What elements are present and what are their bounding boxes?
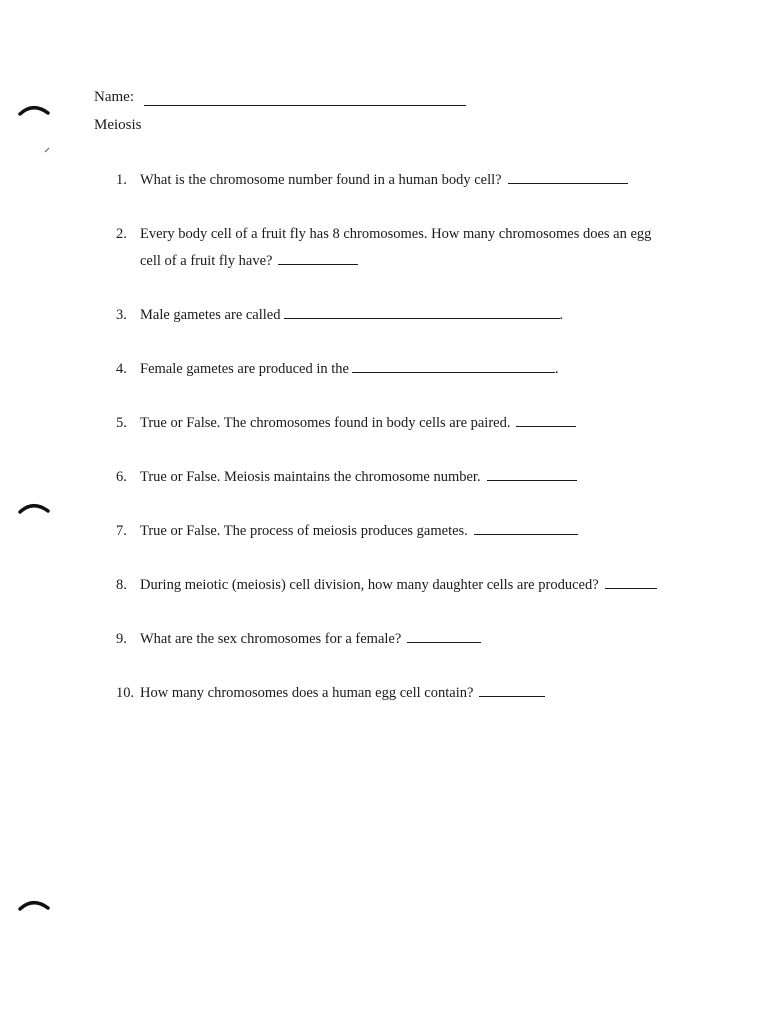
answer-blank[interactable] <box>516 414 576 427</box>
question-text: True or False. The chromosomes found in body cells are paired. <box>140 415 511 431</box>
pencil-tick-mark <box>44 140 50 146</box>
question-number: 3. <box>116 307 127 323</box>
question-7 <box>116 518 578 545</box>
question-text: What are the sex chromosomes for a female? <box>140 631 402 647</box>
binder-hole-mark-bottom <box>18 897 50 911</box>
binder-hole-mark-middle <box>18 500 50 514</box>
answer-blank[interactable] <box>508 171 628 184</box>
answer-blank[interactable] <box>284 306 560 319</box>
answer-blank[interactable] <box>487 468 577 481</box>
question-text: Male gametes are called <box>140 307 281 323</box>
question-3 <box>116 302 563 329</box>
question-text: Every body cell of a fruit fly has 8 chromosomes. How many chromosomes does an egg <box>140 226 652 242</box>
question-10 <box>116 680 545 707</box>
answer-blank[interactable] <box>352 360 555 373</box>
question-suffix: . <box>554 361 559 377</box>
answer-blank[interactable] <box>479 684 545 697</box>
name-field-row <box>94 89 466 106</box>
question-number: 10. <box>116 685 135 701</box>
question-number: 4. <box>116 361 127 377</box>
question-number: 6. <box>116 469 127 485</box>
question-5 <box>116 410 576 437</box>
question-8 <box>116 572 657 599</box>
question-1 <box>116 167 628 194</box>
question-text-continued: cell of a fruit fly have? <box>140 253 273 269</box>
question-number: 5. <box>116 415 127 431</box>
question-9 <box>116 626 481 653</box>
question-number: 2. <box>116 226 127 242</box>
question-number: 7. <box>116 523 127 539</box>
question-text: True or False. Meiosis maintains the chromosome number. <box>140 469 481 485</box>
question-text: What is the chromosome number found in a human body cell? <box>140 172 502 188</box>
question-number: 9. <box>116 631 127 647</box>
question-4 <box>116 356 559 383</box>
question-number: 8. <box>116 577 127 593</box>
question-2 <box>116 221 651 275</box>
answer-blank[interactable] <box>278 252 358 265</box>
question-text: How many chromosomes does a human egg cell contain? <box>140 685 474 701</box>
answer-blank[interactable] <box>605 576 657 589</box>
answer-blank[interactable] <box>407 630 481 643</box>
binder-hole-mark-top <box>18 102 50 116</box>
question-text: True or False. The process of meiosis produces gametes. <box>140 523 468 539</box>
name-label: Name: <box>94 89 134 105</box>
answer-blank[interactable] <box>474 522 578 535</box>
name-blank[interactable] <box>144 91 466 106</box>
question-6 <box>116 464 577 491</box>
worksheet-title: Meiosis <box>94 117 142 133</box>
question-text: Female gametes are produced in the <box>140 361 349 377</box>
question-suffix: . <box>559 307 564 323</box>
question-number: 1. <box>116 172 127 188</box>
question-text: During meiotic (meiosis) cell division, how many daughter cells are produced? <box>140 577 599 593</box>
